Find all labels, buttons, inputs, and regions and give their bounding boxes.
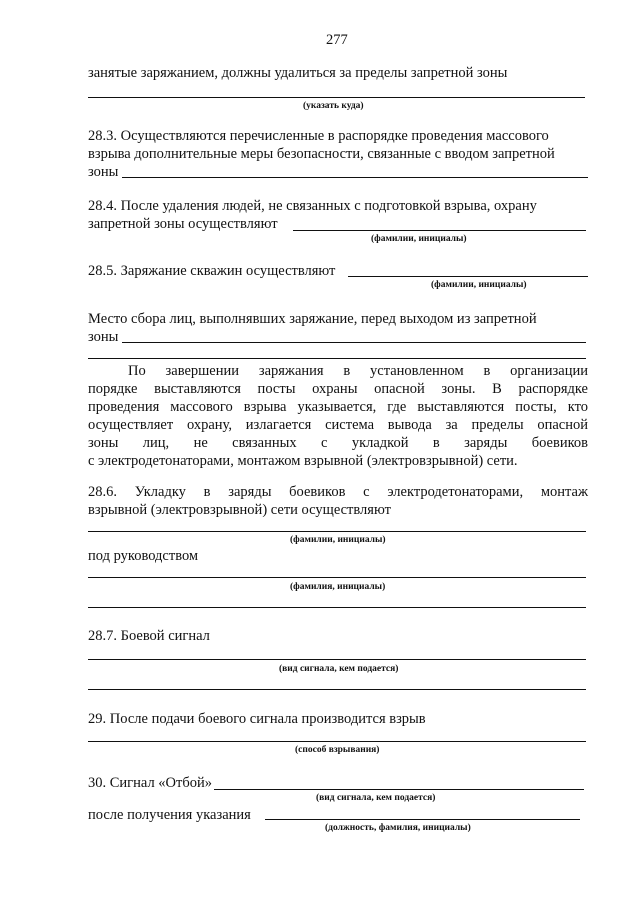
paragraph-30-line: после получения указания — [88, 807, 251, 823]
paragraph-29-line: 29. После подачи боевого сигнала производится взрыв — [88, 711, 426, 727]
field-caption: (вид сигнала, кем подается) — [279, 664, 399, 674]
field-caption: (способ взрывания) — [295, 745, 380, 755]
page-number: 277 — [326, 32, 348, 48]
field-caption: (вид сигнала, кем подается) — [316, 793, 436, 803]
fill-line — [88, 358, 586, 359]
fill-line — [348, 276, 588, 277]
paragraph-30-line: 30. Сигнал «Отбой» — [88, 775, 213, 791]
paragraph-28-5-line: 28.5. Заряжание скважин осуществляют — [88, 263, 336, 279]
field-caption: (фамилии, инициалы) — [290, 535, 386, 545]
field-caption: (указать куда) — [303, 101, 364, 111]
fill-line — [214, 789, 584, 790]
paragraph-28-4-line: запретной зоны осуществляют — [88, 216, 278, 232]
fill-line — [265, 819, 580, 820]
posts-line: осуществляет охрану, излагается система вывода за пределы опасной — [88, 417, 588, 433]
fill-line — [122, 342, 586, 343]
paragraph-28-6-line: под руководством — [88, 548, 199, 564]
fill-line — [88, 531, 586, 532]
assembly-line: Место сбора лиц, выполнявших заряжание, перед выходом из запретной — [88, 311, 537, 327]
paragraph-28-6-line: взрывной (электровзрывной) сети осуществляют — [88, 502, 391, 518]
posts-line: проведения массового взрыва указывается, где выставляются посты, кто — [88, 399, 588, 415]
field-caption: (фамилии, инициалы) — [371, 234, 467, 244]
fill-line — [88, 97, 585, 98]
posts-line: с электродетонаторами, монтажом взрывной (электровзрывной) сети. — [88, 453, 518, 469]
field-caption: (фамилия, инициалы) — [290, 582, 386, 592]
fill-line — [88, 607, 586, 608]
fill-line — [88, 741, 586, 742]
paragraph-28-6-line: 28.6. Укладку в заряды боевиков с электродетонаторами, монтаж — [88, 484, 588, 500]
fill-line — [293, 230, 586, 231]
posts-line: По завершении заряжания в установленном в организации — [128, 363, 588, 379]
field-caption: (должность, фамилия, инициалы) — [325, 823, 471, 833]
text-line: занятые заряжанием, должны удалиться за пределы запретной зоны — [88, 65, 508, 81]
fill-line — [122, 177, 588, 178]
fill-line — [88, 689, 586, 690]
paragraph-28-7-line: 28.7. Боевой сигнал — [88, 628, 210, 644]
paragraph-28-4-line: 28.4. После удаления людей, не связанных с подготовкой взрыва, охрану — [88, 198, 537, 214]
posts-line: порядке выставляются посты охраны опасной зоны. В распорядке — [88, 381, 588, 397]
paragraph-28-3-line: взрыва дополнительные меры безопасности, связанные с вводом запретной — [88, 146, 555, 162]
fill-line — [88, 659, 586, 660]
paragraph-28-3-line: 28.3. Осуществляются перечисленные в распорядке проведения массового — [88, 128, 549, 144]
field-caption: (фамилии, инициалы) — [431, 280, 527, 290]
posts-line: зоны лиц, не связанных с укладкой в заряды боевиков — [88, 435, 588, 451]
paragraph-28-3-line: зоны — [88, 164, 119, 180]
assembly-line: зоны — [88, 329, 119, 345]
fill-line — [88, 577, 586, 578]
